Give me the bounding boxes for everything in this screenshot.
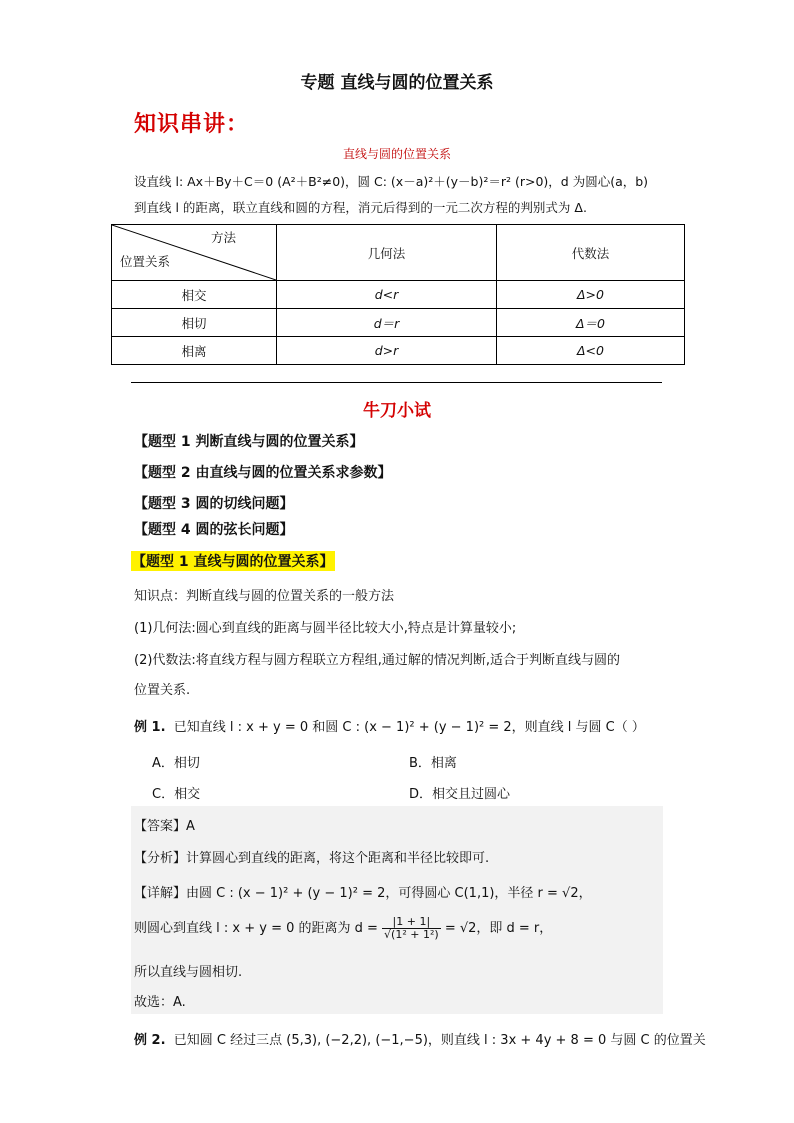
detail-line-4: 故选：A. (134, 995, 186, 1010)
type-item: 【题型 1 判断直线与圆的位置关系】 (134, 434, 364, 450)
intro-line-2: 到直线 l 的距离，联立直线和圆的方程，消元后得到的一元二次方程的判别式为 Δ. (134, 200, 587, 215)
table-corner-cell (112, 225, 277, 281)
solution-box (131, 806, 663, 1014)
knowledge-point-line: 知识点：判断直线与圆的位置关系的一般方法 (134, 589, 395, 604)
example-2-label: 例 2. (134, 1033, 166, 1048)
page-title: 专题 直线与圆的位置关系 (300, 73, 494, 93)
detail-2-pre: 则圆心到直线 l : x + y = 0 的距离为 d = (134, 921, 378, 936)
row-alg: Δ＝0 (497, 309, 685, 337)
option-a: A．相切 (152, 756, 200, 771)
row-name: 相交 (112, 281, 277, 309)
detail-line-2 (134, 916, 552, 941)
row-alg: Δ>0 (497, 281, 685, 309)
intro-line-1: 设直线 l: Ax＋By＋C＝0 (A²＋B²≠0)，圆 C: (x－a)²＋(y－b)²＝r² (r>0)，d 为圆心(a，b) (134, 174, 649, 189)
table-header-row (112, 225, 685, 281)
type-item: 【题型 4 圆的弦长问题】 (134, 522, 294, 538)
table-row (112, 281, 685, 309)
type-item: 【题型 3 圆的切线问题】 (134, 496, 294, 512)
divider (131, 382, 662, 383)
option-b: B．相离 (409, 756, 457, 771)
method-2-line-a: (2)代数法:将直线方程与圆方程联立方程组,通过解的情况判断,适合于判断直线与圆的 (134, 653, 621, 668)
fraction-denominator: √(1² + 1²) (384, 928, 439, 941)
method-1: (1)几何法:圆心到直线的距离与圆半径比较大小,特点是计算量较小; (134, 621, 517, 636)
row-name: 相切 (112, 309, 277, 337)
row-alg: Δ<0 (497, 337, 685, 365)
practice-heading: 牛刀小试 (363, 401, 431, 421)
option-d: D．相交且过圆心 (409, 787, 511, 802)
table-row (112, 309, 685, 337)
option-c: C．相交 (152, 787, 201, 802)
type-item: 【题型 2 由直线与圆的位置关系求参数】 (134, 465, 392, 481)
row-geo: d>r (277, 337, 497, 365)
corner-position-label: 位置关系 (120, 254, 171, 269)
knowledge-heading: 知识串讲： (134, 112, 250, 137)
example-2-stem: 已知圆 C 经过三点 (5,3), (−2,2), (−1,−5)，则直线 l : 3x + 4y + 8 = 0 与圆 C 的位置关 (173, 1033, 706, 1048)
row-geo: d<r (277, 281, 497, 309)
example-2-question (134, 1029, 706, 1048)
example-1-stem: 已知直线 l : x + y = 0 和圆 C : (x − 1)² + (y − 1)² = 2，则直线 l 与圆 C（ ） (173, 720, 645, 735)
table-row (112, 337, 685, 365)
row-geo: d＝r (277, 309, 497, 337)
detail-line-1: 【详解】由圆 C : (x − 1)² + (y − 1)² = 2，可得圆心 C(1,1)，半径 r = √2， (134, 886, 592, 901)
row-name: 相离 (112, 337, 277, 365)
answer-line: 【答案】A (134, 819, 195, 834)
table-header-geo: 几何法 (277, 225, 497, 281)
type1-highlight-heading: 【题型 1 直线与圆的位置关系】 (131, 551, 335, 571)
detail-line-3: 所以直线与圆相切. (134, 965, 243, 980)
analysis-line: 【分析】计算圆心到直线的距离，将这个距离和半径比较即可. (134, 851, 490, 866)
table-header-alg: 代数法 (497, 225, 685, 281)
example-1-label: 例 1. (134, 720, 166, 735)
section-subtitle: 直线与圆的位置关系 (342, 147, 451, 161)
corner-method-label: 方法 (210, 230, 236, 245)
example-1-question (134, 716, 645, 735)
distance-fraction (382, 916, 441, 941)
method-2-line-b: 位置关系. (134, 683, 191, 698)
fraction-numerator: |1 + 1| (382, 916, 441, 929)
detail-2-post: = √2，即 d = r， (444, 921, 553, 936)
relation-table (111, 224, 685, 365)
